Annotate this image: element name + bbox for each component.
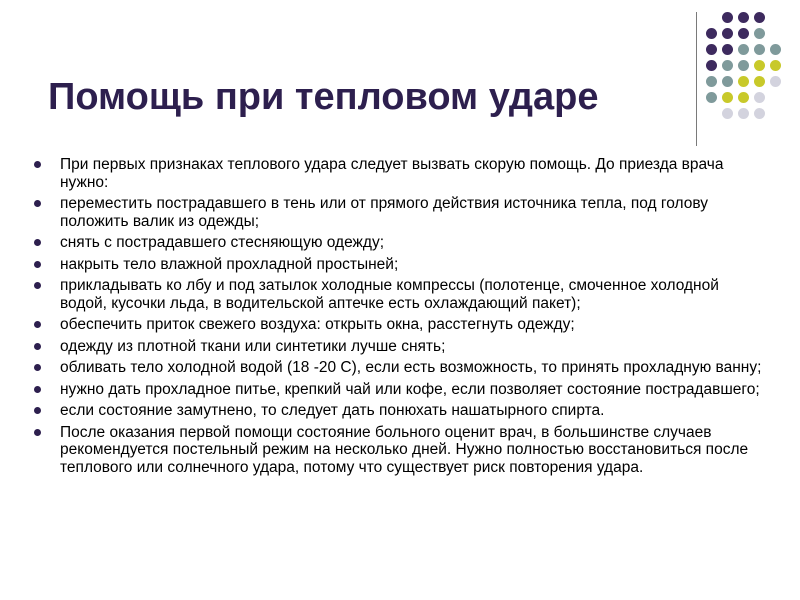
bullet-marker-icon xyxy=(34,321,41,328)
bullet-marker-icon xyxy=(34,364,41,371)
decorative-dot xyxy=(706,28,717,39)
decorative-dot xyxy=(722,76,733,87)
decorative-dot xyxy=(770,76,781,87)
bullet-marker-icon xyxy=(34,161,41,168)
bullet-text: обливать тело холодной водой (18 -20 С), если есть возможность, то принять прохладную ванну; xyxy=(60,359,762,376)
slide-title: Помощь при тепловом ударе xyxy=(48,76,599,118)
bullet-item xyxy=(34,424,764,477)
decorative-dot xyxy=(722,60,733,71)
bullet-text: нужно дать прохладное питье, крепкий чай или кофе, если позволяет состояние пострадавшего; xyxy=(60,380,760,398)
bullet-marker-icon xyxy=(34,282,41,289)
decorative-dot-grid xyxy=(706,12,786,132)
bullet-item xyxy=(34,277,764,312)
decorative-dot xyxy=(754,28,765,39)
decorative-dot xyxy=(738,12,749,23)
decorative-dot xyxy=(738,60,749,71)
bullet-list xyxy=(34,156,764,480)
title-divider xyxy=(696,12,697,146)
bullet-marker-icon xyxy=(34,407,41,414)
decorative-dot xyxy=(706,76,717,87)
decorative-dot xyxy=(722,28,733,39)
decorative-dot xyxy=(706,60,717,71)
decorative-dot xyxy=(722,44,733,55)
bullet-text: одежду из плотной ткани или синтетики лучше снять; xyxy=(60,337,446,355)
decorative-dot xyxy=(706,44,717,55)
decorative-dot xyxy=(754,108,765,119)
decorative-dot xyxy=(754,44,765,55)
bullet-item xyxy=(34,234,764,252)
bullet-marker-icon xyxy=(34,200,41,207)
bullet-item xyxy=(34,381,764,399)
bullet-text: обеспечить приток свежего воздуха: открыть окна, расстегнуть одежду; xyxy=(60,316,575,333)
decorative-dot xyxy=(770,60,781,71)
bullet-text: если состояние замутнено, то следует дать понюхать нашатырного спирта. xyxy=(60,402,605,419)
decorative-dot xyxy=(754,60,765,71)
bullet-item xyxy=(34,402,764,420)
decorative-dot xyxy=(738,28,749,39)
decorative-dot xyxy=(722,12,733,23)
decorative-dot xyxy=(722,108,733,119)
bullet-marker-icon xyxy=(34,343,41,350)
bullet-text: накрыть тело влажной прохладной простыней; xyxy=(60,255,399,273)
decorative-dot xyxy=(738,108,749,119)
bullet-item xyxy=(34,256,764,274)
decorative-dot xyxy=(754,92,765,103)
decorative-dot xyxy=(770,44,781,55)
bullet-marker-icon xyxy=(34,239,41,246)
decorative-dot xyxy=(738,44,749,55)
decorative-dot xyxy=(722,92,733,103)
decorative-dot xyxy=(738,76,749,87)
bullet-marker-icon xyxy=(34,429,41,436)
bullet-item xyxy=(34,316,764,334)
decorative-dot xyxy=(706,92,717,103)
bullet-text: При первых признаках теплового удара следует вызвать скорую помощь. До приезда врача нужно: xyxy=(60,156,724,191)
decorative-dot xyxy=(754,12,765,23)
bullet-marker-icon xyxy=(34,386,41,393)
bullet-marker-icon xyxy=(34,261,41,268)
bullet-item xyxy=(34,156,764,191)
decorative-dot xyxy=(738,92,749,103)
bullet-text: После оказания первой помощи состояние больного оценит врач, в большинстве случаев рекомендуется постельный режим на несколько дней. Нужно полностью восстановиться после теплового или солнечного удара, потому что существует риск повторения удара. xyxy=(60,423,749,476)
bullet-text: снять с пострадавшего стесняющую одежду; xyxy=(60,234,385,251)
bullet-item xyxy=(34,195,764,230)
bullet-text: переместить пострадавшего в тень или от прямого действия источника тепла, под голову положить валик из одежды; xyxy=(60,195,708,230)
decorative-dot xyxy=(754,76,765,87)
bullet-text: прикладывать ко лбу и под затылок холодные компрессы (полотенце, смоченное холодной водой, кусочки льда, в водительской аптечке есть охлаждающий пакет); xyxy=(60,277,719,312)
bullet-item xyxy=(34,338,764,356)
bullet-item xyxy=(34,359,764,377)
